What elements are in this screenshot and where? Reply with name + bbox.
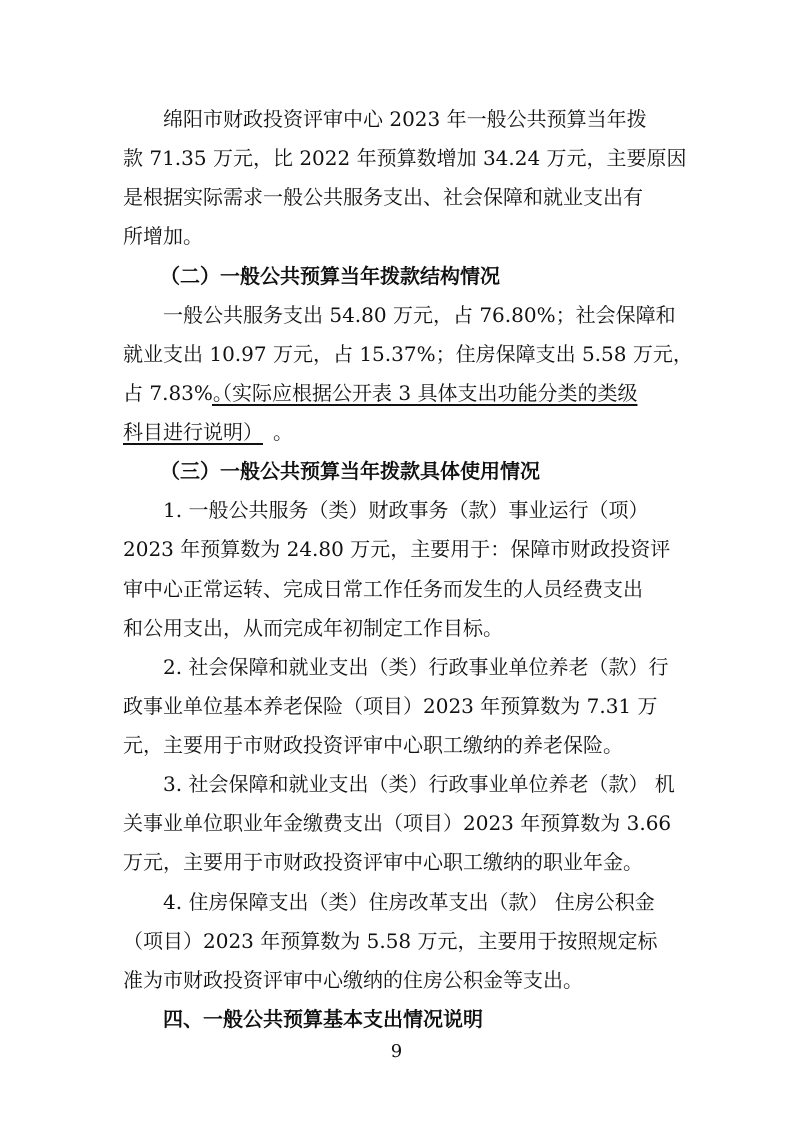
list-item-line	[0, 765, 793, 804]
text-line: 4. 住房保障支出（类）住房改革支出（款） 住房公积金	[163, 889, 655, 914]
list-item-line	[0, 609, 793, 648]
text-line: 元，主要用于市财政投资评审中心职工缴纳的养老保险。	[123, 733, 623, 758]
section-heading	[0, 1000, 793, 1039]
list-item-line	[0, 491, 793, 530]
text-line: 1. 一般公共服务（类）财政事务（款）事业运行（项）	[163, 498, 649, 523]
heading-text: 四、一般公共预算基本支出情况说明	[163, 1007, 483, 1031]
list-item-line	[0, 843, 793, 882]
list-item-line	[0, 961, 793, 1000]
text-line: 准为市财政投资评审中心缴纳的住房公积金等支出。	[123, 967, 583, 992]
paragraph-line	[0, 139, 793, 178]
text-line: 政事业单位基本养老保险（项目）2023 年预算数为 7.31 万	[123, 693, 658, 718]
paragraph-line	[0, 100, 793, 139]
text-line: 是根据实际需求一般公共服务支出、社会保障和就业支出有	[123, 185, 643, 210]
list-item-line	[0, 922, 793, 961]
text-line: 审中心正常运转、完成日常工作任务而发生的人员经费支出	[123, 576, 643, 601]
text-line: 占 7.83%。	[123, 380, 233, 405]
heading-text: （二）一般公共预算当年拨款结构情况	[160, 263, 500, 288]
list-item-line	[0, 648, 793, 687]
list-item-line	[0, 726, 793, 765]
paragraph-line	[0, 335, 793, 374]
list-item-line	[0, 687, 793, 726]
underlined-note: （实际应根据公开表 3 具体支出功能分类的类级	[212, 380, 638, 405]
list-item-line	[0, 804, 793, 843]
paragraph-line	[0, 374, 793, 413]
text-line: 绵阳市财政投资评审中心 2023 年一般公共预算当年拨	[163, 107, 647, 131]
text-line: 一般公共服务支出 54.80 万元，占 76.80%；社会保障和	[163, 302, 676, 327]
list-item-line	[0, 570, 793, 609]
list-item-line	[0, 883, 793, 922]
text-line: 就业支出 10.97 万元，占 15.37%；住房保障支出 5.58 万元，	[123, 341, 693, 366]
text-line: 关事业单位职业年金缴费支出（项目）2023 年预算数为 3.66	[123, 811, 672, 836]
page-number: 9	[390, 1041, 403, 1062]
text-line: （项目）2023 年预算数为 5.58 万元，主要用于按照规定标	[123, 928, 658, 953]
section-heading	[0, 257, 793, 296]
paragraph-line	[0, 178, 793, 217]
heading-text: （三）一般公共预算当年拨款具体使用情况	[160, 459, 540, 484]
paragraph-line	[0, 413, 793, 452]
text-line: 和公用支出，从而完成年初制定工作目标。	[123, 615, 503, 640]
text-line: 2. 社会保障和就业支出（类）行政事业单位养老（款）行	[163, 654, 669, 679]
text-line: 3. 社会保障和就业支出（类）行政事业单位养老（款） 机	[163, 772, 675, 797]
text-line: 款 71.35 万元，比 2022 年预算数增加 34.24 万元，主要原因	[123, 146, 687, 171]
paragraph-line	[0, 217, 793, 256]
text-line: 万元，主要用于市财政投资评审中心职工缴纳的职业年金。	[123, 850, 643, 875]
section-heading	[0, 452, 793, 491]
underlined-note: 科目进行说明）	[123, 420, 263, 445]
text-line: 。	[273, 420, 293, 445]
paragraph-line	[0, 296, 793, 335]
list-item-line	[0, 530, 793, 569]
text-line: 所增加。	[123, 224, 203, 249]
text-line: 2023 年预算数为 24.80 万元，主要用于：保障市财政投资评	[123, 537, 671, 562]
